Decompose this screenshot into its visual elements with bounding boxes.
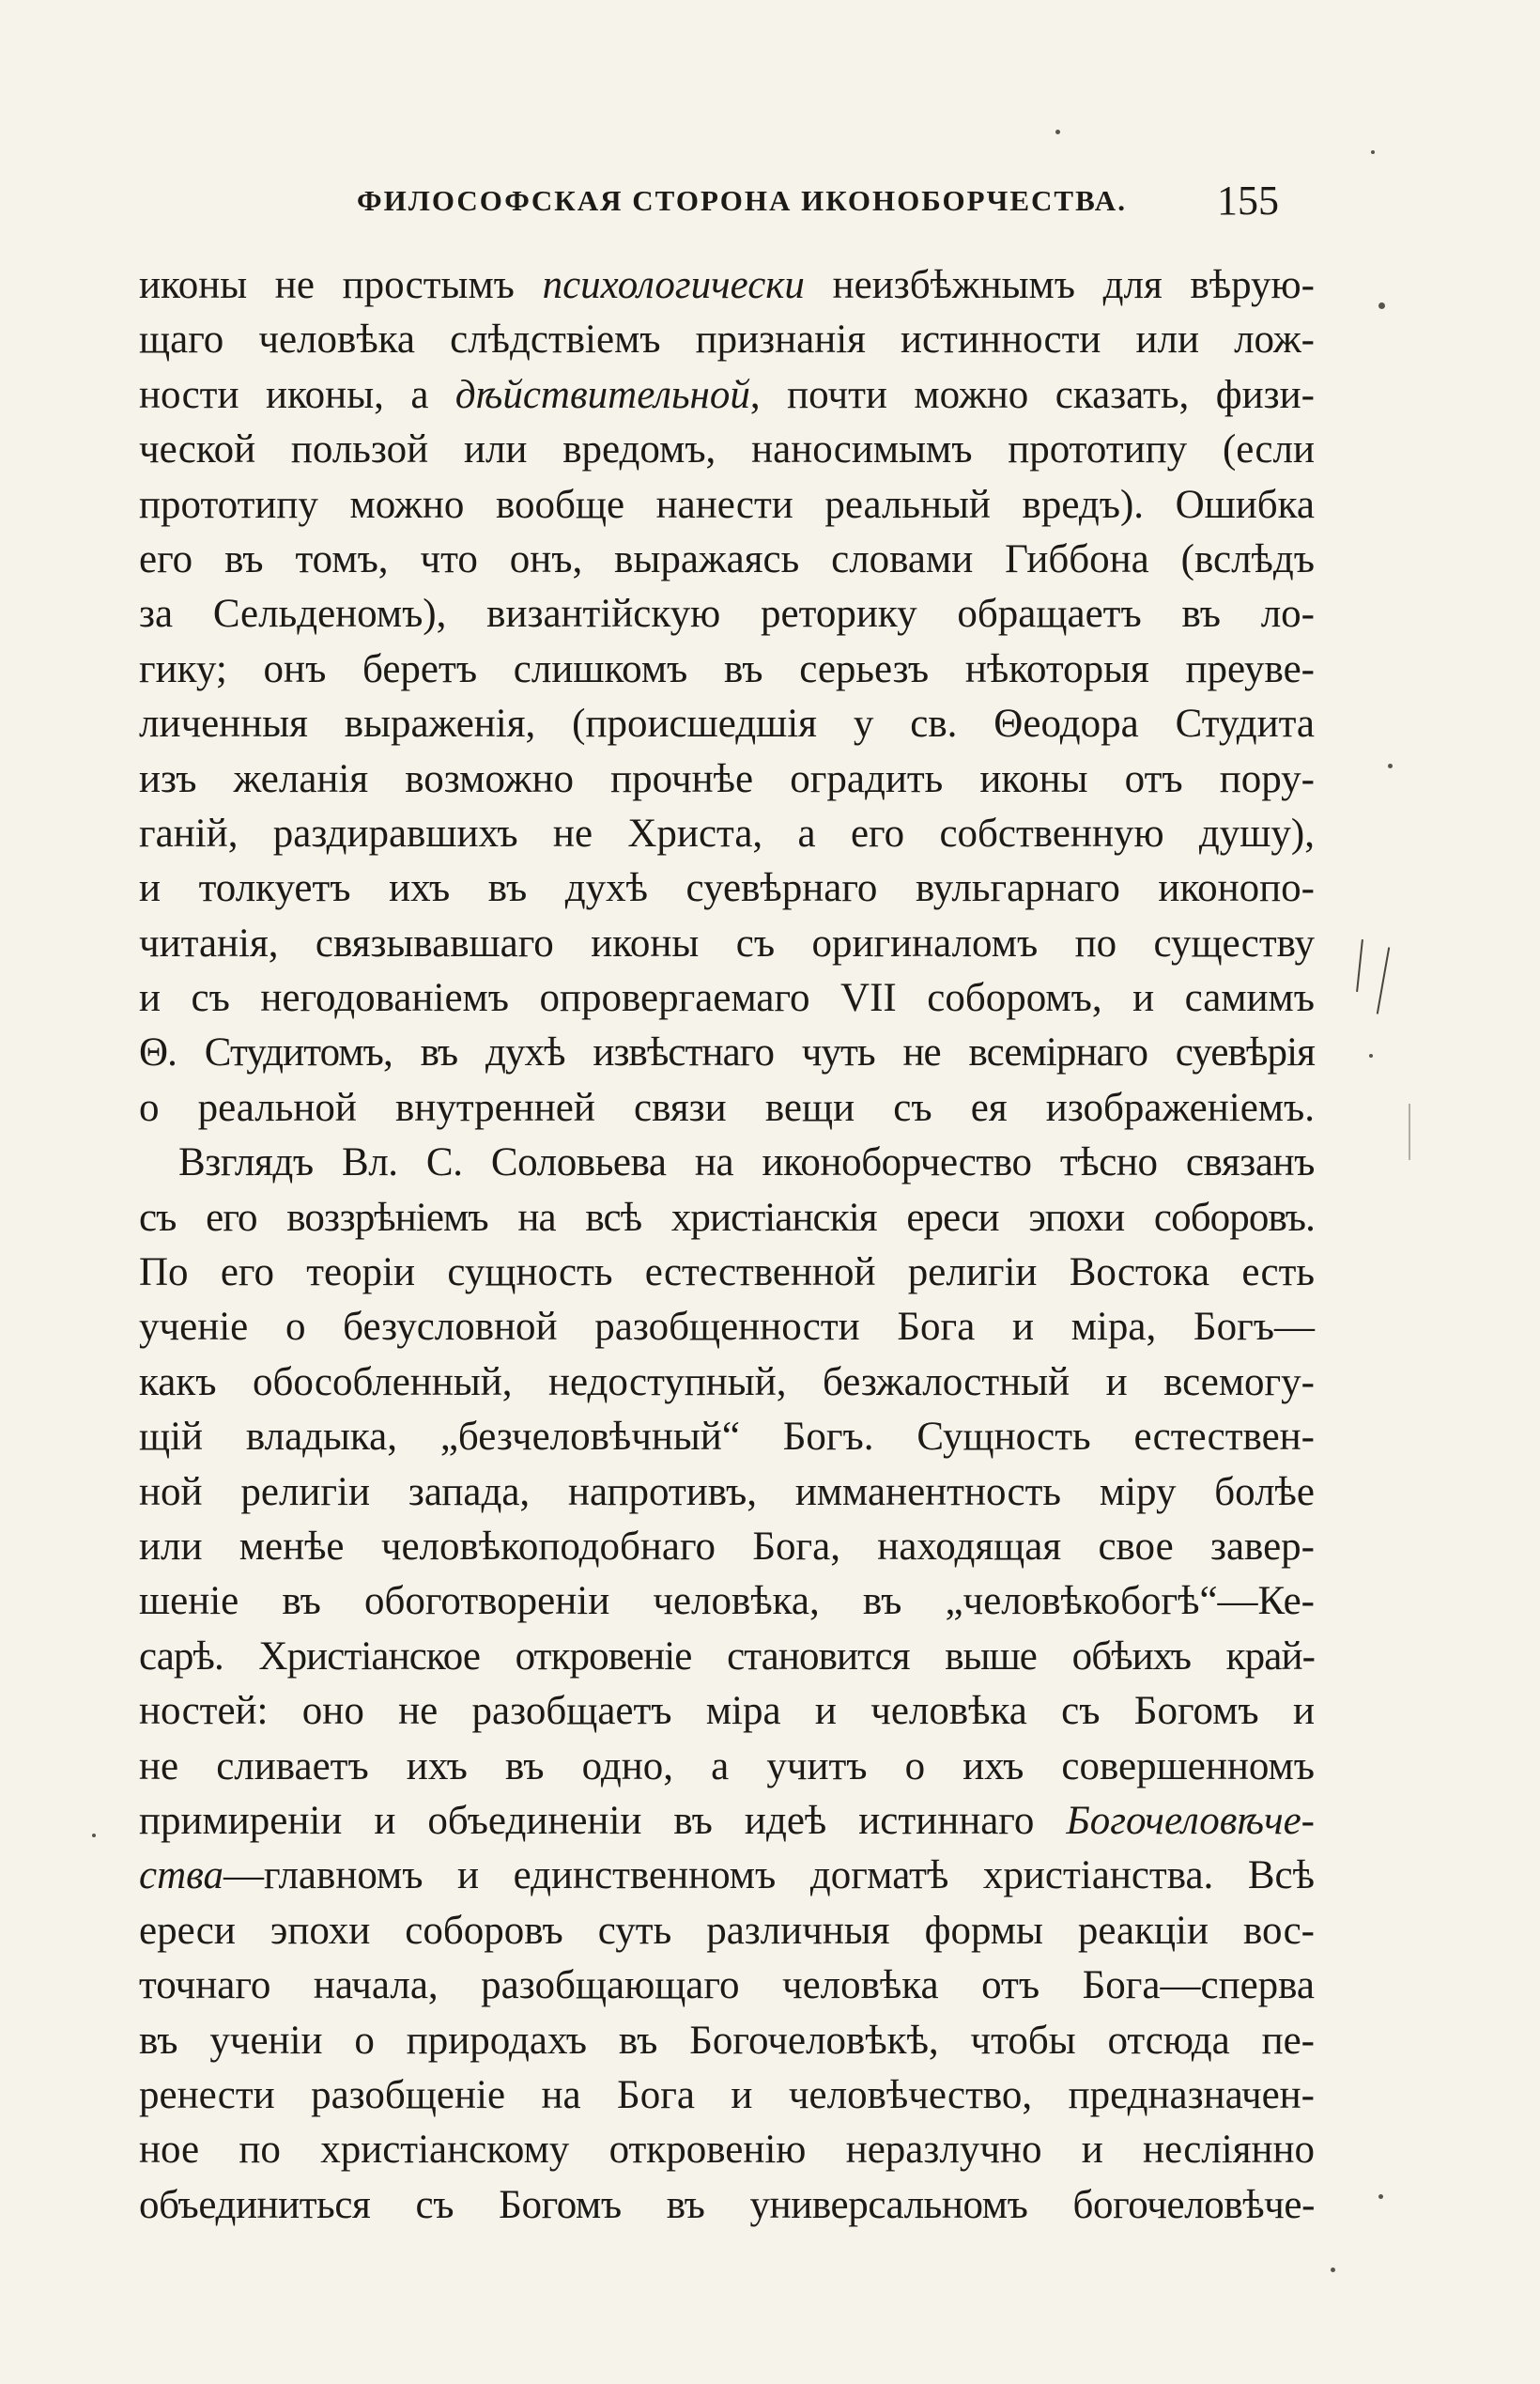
ink-speck <box>1055 130 1060 134</box>
text-line: Θ. Студитомъ, въ духѣ извѣстнаго чуть не всемірнаго суевѣрія <box>139 1030 1315 1076</box>
ink-speck <box>1369 1054 1373 1058</box>
pencil-mark <box>1377 947 1390 1014</box>
text-line: сарѣ. Христіанское откровеніе становится выше обѣихъ край- <box>139 1633 1315 1679</box>
text-line: какъ обособленный, недоступный, безжалостный и всемогу- <box>139 1359 1315 1404</box>
text-line: ное по христіанскому откровенію неразлучно и несліянно <box>139 2128 1315 2173</box>
text-line: читанія, связывавшаго иконы съ оригиналомъ по существу <box>139 921 1315 966</box>
text-line: за Сельденомъ), византійскую реторику обращаетъ въ ло- <box>139 592 1315 637</box>
paragraph-2 <box>139 1136 1315 2233</box>
text-line: Взглядъ Вл. С. Соловьева на иконоборчество тѣсно связанъ <box>178 1140 1315 1185</box>
text-line: точнаго начала, разобщающаго человѣка отъ Бога—сперва <box>139 1963 1315 2008</box>
text-line: ческой пользой или вредомъ, наносимымъ прототипу (если <box>139 427 1315 472</box>
text-segment: —главномъ и единственномъ догматѣ христіанства. Всѣ <box>223 1853 1315 1898</box>
ink-speck <box>1331 2268 1335 2272</box>
text-line: не сливаетъ ихъ въ одно, а учитъ о ихъ совершенномъ <box>139 1743 1315 1788</box>
text-segment: иконы не простымъ <box>139 263 543 307</box>
text-line: его въ томъ, что онъ, выражаясь словами Гиббона (вслѣдъ <box>139 536 1315 581</box>
text-segment: , почти можно сказать, физи- <box>749 372 1315 417</box>
text-line: ереси эпохи соборовъ суть различныя формы реакціи вос- <box>139 1908 1315 1953</box>
text-line: изъ желанія возможно прочнѣе оградить иконы отъ пору- <box>139 756 1315 801</box>
italic-term: дѣйствительной <box>454 372 750 417</box>
text-line: ученіе о безусловной разобщенности Бога и міра, Богъ— <box>139 1305 1315 1350</box>
text-segment: неизбѣжнымъ для вѣрую- <box>804 263 1315 307</box>
pencil-mark <box>1409 1104 1410 1160</box>
text-line: въ ученіи о природахъ въ Богочеловѣкѣ, чтобы отсюда пе- <box>139 2018 1315 2063</box>
text-segment: примиреніи и объединеніи въ идеѣ истиннаго <box>139 1798 1067 1843</box>
ink-speck <box>92 1834 96 1837</box>
text-line: и толкуетъ ихъ въ духѣ суевѣрнаго вульгарнаго иконопо- <box>139 866 1315 911</box>
ink-speck <box>1378 2194 1383 2199</box>
text-line: ганій, раздиравшихъ не Христа, а его собственную душу), <box>139 811 1315 856</box>
text-line <box>139 1794 1315 1849</box>
text-line: и съ негодованіемъ опровергаемаго VII соборомъ, и самимъ <box>139 976 1315 1021</box>
text-line: шеніе въ обоготвореніи человѣка, въ „человѣкобогѣ“—Ке- <box>139 1579 1315 1624</box>
text-line <box>139 368 1315 423</box>
text-line: щаго человѣка слѣдствіемъ признанія истинности или лож- <box>139 317 1315 363</box>
text-line: или менѣе человѣкоподобнаго Бога, находящая свое завер- <box>139 1524 1315 1569</box>
text-line: ностей: оно не разобщаетъ міра и человѣка съ Богомъ и <box>139 1689 1315 1734</box>
text-line: По его теоріи сущность естественной религіи Востока есть <box>139 1250 1315 1295</box>
body-text <box>139 258 1315 2233</box>
text-line <box>139 258 1315 313</box>
ink-speck <box>1388 764 1393 768</box>
text-line: о реальной внутренней связи вещи съ ея изображеніемъ. <box>139 1085 1315 1130</box>
pencil-mark <box>1356 939 1363 992</box>
italic-term: психологически <box>542 263 805 307</box>
text-line: личенныя выраженія, (происшедшія у св. Θеодора Студита <box>139 702 1315 747</box>
text-line: щій владыка, „безчеловѣчный“ Богъ. Сущность естествен- <box>139 1415 1315 1460</box>
text-line: объединиться съ Богомъ въ универсальномъ богочеловѣче- <box>139 2182 1315 2227</box>
text-line: прототипу можно вообще нанести реальный вредъ). Ошибка <box>139 482 1315 527</box>
italic-term: Богочеловѣче- <box>1066 1798 1315 1843</box>
ink-speck <box>1378 302 1385 309</box>
page-header <box>0 177 1540 233</box>
text-line <box>139 1849 1315 1903</box>
text-line: ренести разобщеніе на Бога и человѣчество, предназначен- <box>139 2072 1315 2117</box>
text-line: гику; онъ беретъ слишкомъ въ серьезъ нѣкоторыя преуве- <box>139 646 1315 691</box>
paragraph-1 <box>139 258 1315 1136</box>
text-line: съ его воззрѣніемъ на всѣ христіанскія ереси эпохи соборовъ. <box>139 1195 1315 1240</box>
italic-term: ства <box>139 1853 224 1898</box>
ink-speck <box>1371 150 1375 154</box>
page-number: 155 <box>1217 178 1279 224</box>
running-head: ФИЛОСОФСКАЯ СТОРОНА ИКОНОБОРЧЕСТВА. <box>357 184 1127 217</box>
text-segment: ности иконы, а <box>139 372 455 417</box>
text-line: ной религіи запада, напротивъ, имманентность міру болѣе <box>139 1469 1315 1514</box>
